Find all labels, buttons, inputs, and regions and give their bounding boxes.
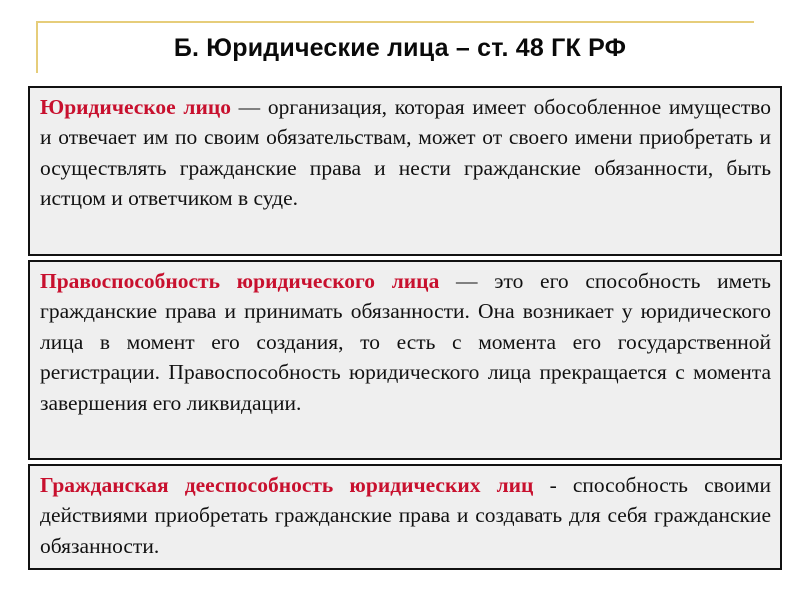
term-legal-entity: Юридическое лицо <box>40 95 231 119</box>
term-legal-capacity: Правоспособность юридического лица <box>40 269 440 293</box>
definition-text-legal-entity: — организация, которая имеет обособленное имущество и отвечает им по своим обязательствам, может от своего имени приобретать и осуществлять гражданские права и нести гражданские обязанности, быть истцом и ответчиком в суде. <box>40 95 772 211</box>
decorative-frame-left-line <box>36 21 38 73</box>
definition-box-legal-entity <box>28 86 782 256</box>
term-civil-capacity: Гражданская дееспособность юридических лиц <box>40 473 534 497</box>
definition-text-civil-capacity: - способность своими действиями приобретать гражданские права и создавать для себя гражданские обязанности. <box>40 473 771 558</box>
definition-text-legal-capacity: — это его способность иметь гражданские права и принимать обязанности. Она возникает у юридического лица в момент его создания, то есть с момента его государственной регистрации. Правоспособность юридического лица прекращается с момента завершения его ликвидации. <box>40 269 771 415</box>
decorative-frame-top-line <box>36 21 754 23</box>
definition-box-legal-capacity <box>28 260 782 460</box>
slide-title: Б. Юридические лица – ст. 48 ГК РФ <box>173 34 627 62</box>
definition-box-civil-capacity <box>28 464 782 570</box>
